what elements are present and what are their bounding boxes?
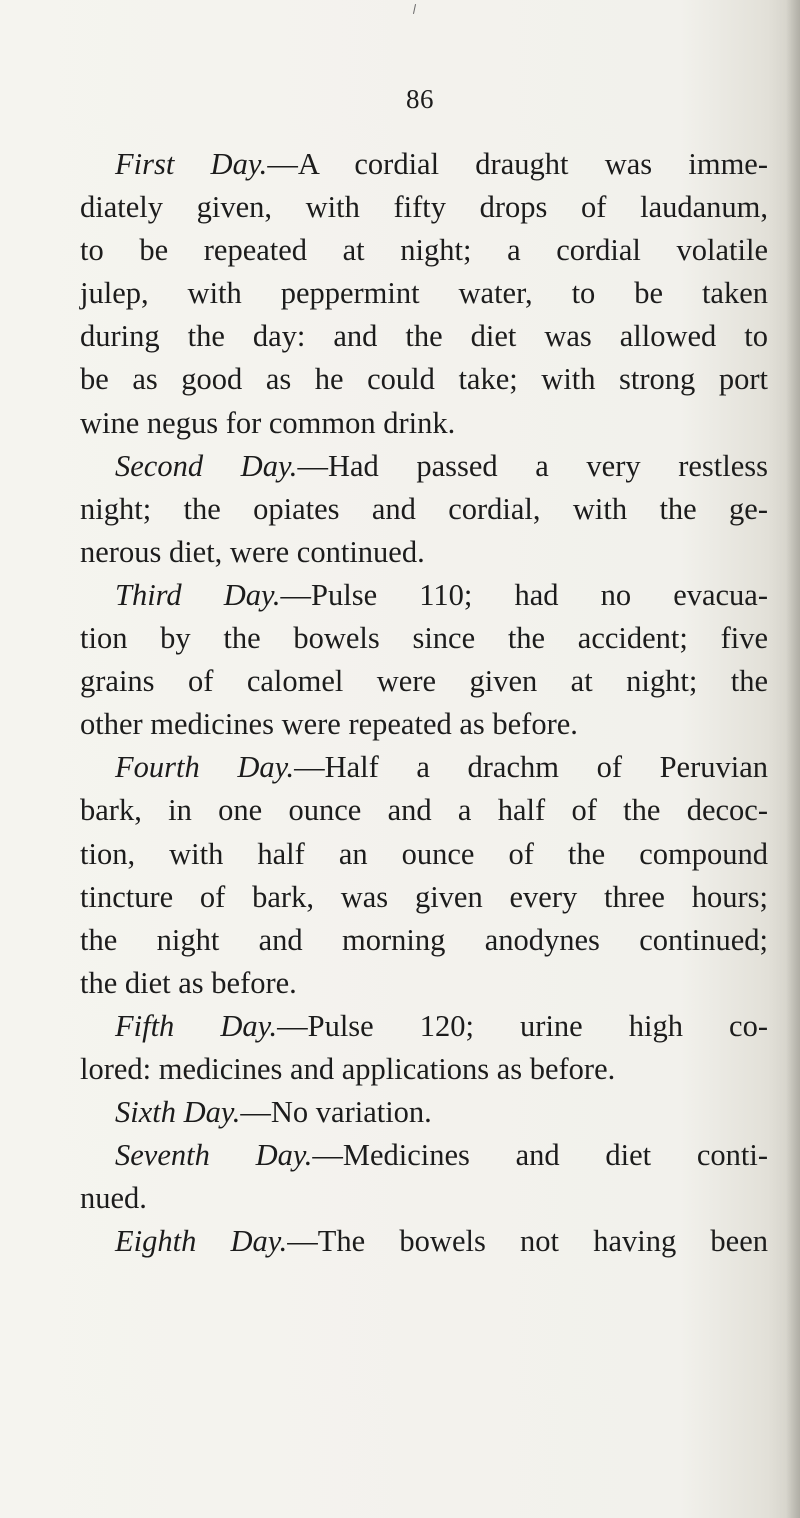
text-line: diately given, with fifty drops of laudanum, <box>80 190 768 225</box>
entry-first-line <box>80 1220 768 1263</box>
entry-heading: Eighth Day. <box>115 1224 288 1259</box>
ink-mark <box>413 4 416 14</box>
entry-heading: First Day. <box>115 147 268 181</box>
entry-text: —Pulse 120; urine high co- <box>277 1008 769 1043</box>
text-line: the diet as before. <box>80 965 297 1000</box>
entry-text: —Had passed a very restless <box>297 448 768 483</box>
entry-first-line <box>80 1005 768 1048</box>
entry-heading: Second Day. <box>115 448 298 483</box>
text-line: nerous diet, were continued. <box>80 534 425 569</box>
text-line: julep, with peppermint water, to be taken <box>80 276 768 311</box>
entry-text: —The bowels not having been <box>287 1224 768 1259</box>
entry-heading: Third Day. <box>115 577 281 612</box>
text-line: to be repeated at night; a cordial volatile <box>80 233 768 268</box>
entry-first-line <box>80 445 768 488</box>
text-line: tincture of bark, was given every three hours; <box>80 879 768 914</box>
entry-text: —Medicines and diet conti- <box>312 1138 768 1173</box>
text-line: night; the opiates and cordial, with the ge- <box>80 491 768 526</box>
body-text <box>80 143 768 1263</box>
text-line: lored: medicines and applications as before. <box>80 1051 616 1086</box>
text-line: bark, in one ounce and a half of the decoc- <box>80 793 768 828</box>
page-number: 86 <box>406 84 434 114</box>
entry-first-line <box>80 1134 768 1177</box>
text-line: grains of calomel were given at night; the <box>80 664 768 699</box>
entry-heading: Sixth Day. <box>115 1095 241 1130</box>
entry-first-line <box>80 574 768 617</box>
page-edge-shadow <box>786 0 800 1518</box>
entry-text: —No variation. <box>240 1095 432 1130</box>
text-line: wine negus for common drink. <box>80 405 456 440</box>
entry-heading: Fourth Day. <box>115 750 295 785</box>
entry-text: —Pulse 110; had no evacua- <box>280 577 769 612</box>
entry-heading: Seventh Day. <box>115 1138 313 1173</box>
text-line: during the day: and the diet was allowed to <box>80 319 768 354</box>
entry-first-line <box>80 143 768 186</box>
text-line: tion by the bowels since the accident; five <box>80 621 768 656</box>
text-line: be as good as he could take; with strong port <box>80 362 768 397</box>
entry-text: —A cordial draught was imme- <box>267 147 768 181</box>
text-line: tion, with half an ounce of the compound <box>80 836 768 871</box>
entry-text: —Half a drachm of Peruvian <box>294 750 769 785</box>
text-line: nued. <box>80 1181 147 1216</box>
entry-heading: Fifth Day. <box>115 1008 278 1043</box>
text-line: the night and morning anodynes continued; <box>80 922 768 957</box>
entry-first-line <box>80 1091 768 1134</box>
text-line: other medicines were repeated as before. <box>80 707 578 742</box>
entry-first-line <box>80 746 768 789</box>
